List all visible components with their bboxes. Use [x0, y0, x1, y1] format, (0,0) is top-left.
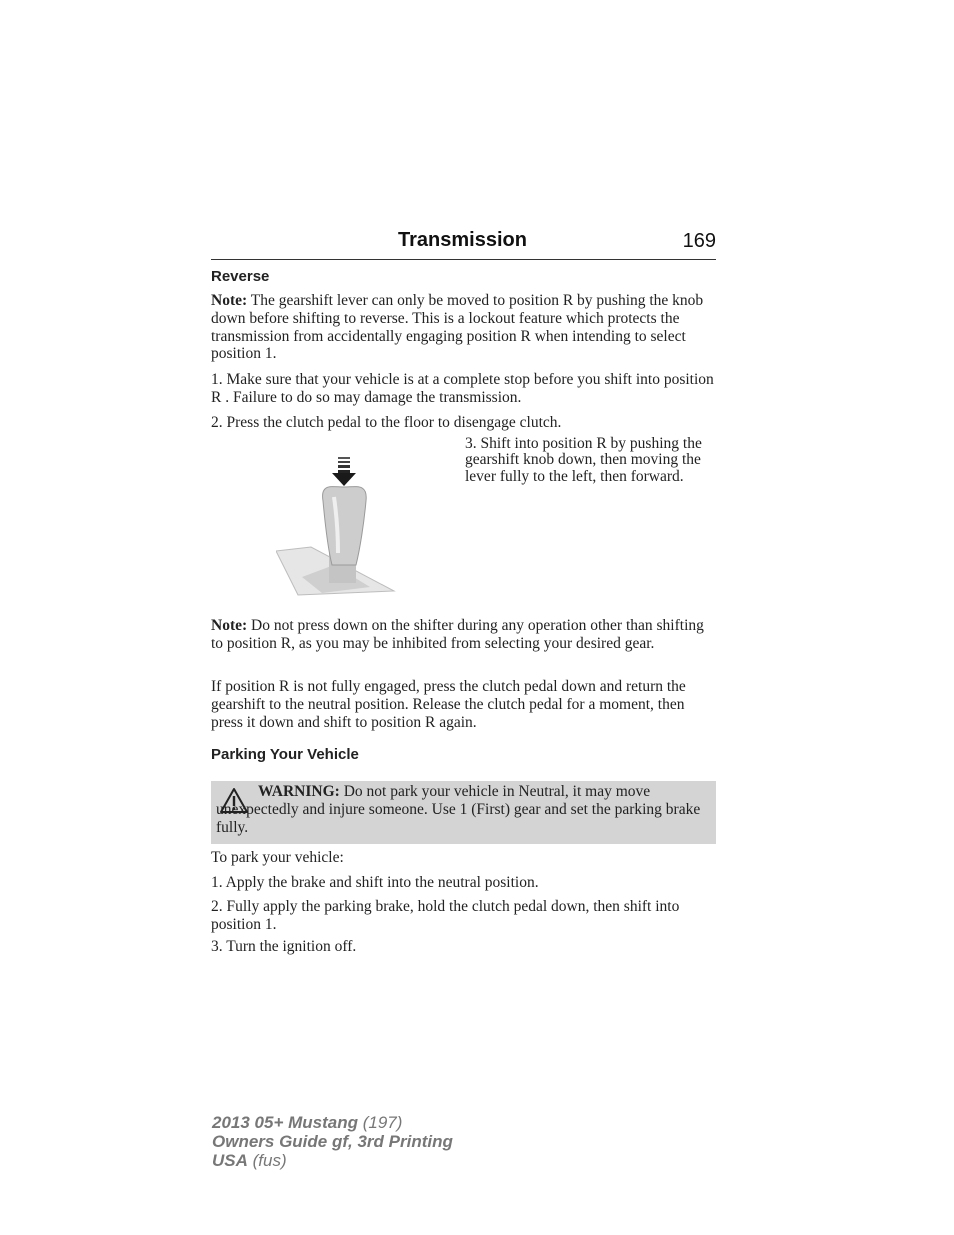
warning-label: WARNING:	[258, 783, 340, 800]
parking-intro: To park your vehicle:	[211, 849, 344, 866]
reverse-step-3: 3. Shift into position R by pushing the gearshift knob down, then moving the lever fully to the left, then forward.	[465, 435, 702, 485]
page-footer	[212, 1113, 453, 1170]
footer-market: USA	[212, 1151, 248, 1170]
reverse-note-2	[211, 617, 717, 653]
parking-heading: Parking Your Vehicle	[211, 746, 359, 763]
note-label: Note:	[211, 292, 248, 309]
note-text: Do not press down on the shifter during any operation other than shifting to position R, as you may be inhibited from selecting your desired gear.	[211, 617, 704, 652]
footer-line-1	[212, 1113, 453, 1132]
warning-box	[211, 781, 716, 844]
gearshift-illustration	[276, 453, 400, 597]
reverse-heading: Reverse	[211, 268, 270, 285]
page-header	[211, 229, 716, 260]
footer-model: 2013 05+ Mustang	[212, 1113, 358, 1132]
parking-step-2: 2. Fully apply the parking brake, hold the clutch pedal down, then shift into position 1.	[211, 898, 680, 933]
parking-step-1: 1. Apply the brake and shift into the neutral position.	[211, 874, 539, 891]
footer-line-2	[212, 1132, 453, 1151]
page-number: 169	[682, 230, 716, 252]
section-title: Transmission	[398, 229, 527, 251]
footer-market-code: (fus)	[247, 1151, 287, 1170]
warning-body: Do not park your vehicle in Neutral, it may move unexpectedly and injure someone. Use 1 (First) gear and set the parking brake fully.	[216, 783, 701, 836]
footer-model-code: (197)	[358, 1113, 403, 1132]
reverse-note	[211, 292, 717, 363]
reverse-not-engaged-paragraph: If position R is not fully engaged, press the clutch pedal down and return the gearshift to the neutral position. Release the clutch pedal for a moment, then press it down and shift to position R again.	[211, 678, 686, 731]
note-text: The gearshift lever can only be moved to position R by pushing the knob down before shifting to reverse. This is a lockout feature which protects the transmission from accidentally engaging position R when intending to select position 1.	[211, 292, 704, 363]
reverse-step-2: 2. Press the clutch pedal to the floor to disengage clutch.	[211, 414, 562, 431]
warning-text	[216, 783, 711, 837]
note-label: Note:	[211, 617, 248, 634]
footer-guide: Owners Guide gf, 3rd Printing	[212, 1132, 453, 1151]
parking-step-3: 3. Turn the ignition off.	[211, 938, 357, 955]
reverse-step-1: 1. Make sure that your vehicle is at a complete stop before you shift into position R . Failure to do so may damage the transmission.	[211, 371, 714, 406]
footer-line-3	[212, 1151, 453, 1170]
